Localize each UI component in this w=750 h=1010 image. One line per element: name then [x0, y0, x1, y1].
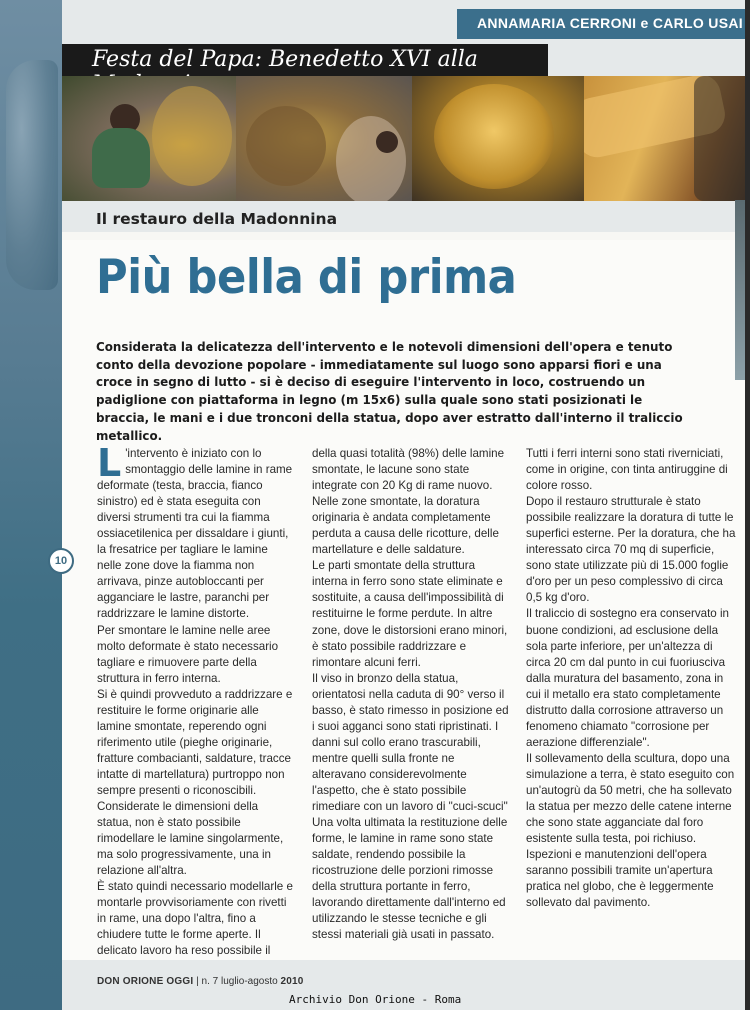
- page-footer: [62, 960, 745, 1010]
- paragraph: L 'intervento è iniziato con lo smontaggio delle lamine in rame deformate (testa, braccia, fianco sinistro) ed è stata eseguita con diversi strumenti tra cui la fiamma ossiacetilenica per dissaldare i giunti, la fresatrice per tagliare le lamine nelle zone dove la fiamma non arrivava, pinze autobloccanti per agganciare le lastre, paranchi per raddrizzare le lamine distorte.: [97, 441, 293, 621]
- paragraph: Per smontare le lamine nelle aree molto deformate è stato necessario tagliare e rimuovere parte della struttura in ferro interna.: [97, 623, 279, 685]
- issue-info: n. 7 luglio-agosto: [201, 976, 278, 987]
- magazine-name: DON ORIONE OGGI: [97, 976, 194, 987]
- photo-golden-face: [412, 76, 584, 201]
- authors-text: ANNAMARIA CERRONI e CARLO USAI: [477, 15, 743, 31]
- section-title-strip: [62, 44, 548, 78]
- body-column-3: [526, 446, 740, 911]
- archive-watermark: Archivio Don Orione - Roma: [289, 993, 462, 1006]
- paragraph: Il viso in bronzo della statua, orientatosi nella caduta di 90° verso il basso, è stato rimesso in posizione ed i suoi agganci sono stati ripristinati. I danni sul collo erano trascurabili, mentre quelli sulla fronte ne alteravano considerevolmente l'aspetto, che è stato possibile rimediare con un lavoro di "cuci-scuci": [312, 671, 509, 814]
- paragraph: Le parti smontate della struttura interna in ferro sono state eliminate e sostituite, a causa dell'impossibilità di restituirne le forme perdute. In altre zone, dove le distorsioni erano minori, è stato possibile raddrizzare e rimontare alcuni ferri.: [312, 559, 508, 669]
- photo-strip: [62, 76, 745, 201]
- drop-cap: L: [97, 441, 122, 485]
- body-column-1: [97, 441, 295, 976]
- paragraph: Dopo il restauro strutturale è stato possibile realizzare la doratura di tutte le superfici esterne. Per la doratura, che ha interessato circa 70 mq di superficie, sono state utilizzate più di 15.000 foglie d'oro per un peso complessivo di circa 0,5 kg d'oro.: [526, 495, 736, 605]
- paragraph: Tutti i ferri interni sono stati riverniciati, come in origine, con tinta antiruggine di colore rosso.: [526, 447, 728, 493]
- paragraph: Considerate le dimensioni della statua, non è stato possibile rimodellare le lamine singolarmente, ma solo progressivamente, una in relazione all'altra.: [97, 800, 284, 878]
- section-title: Festa del Papa: Benedetto XVI alla: [92, 47, 478, 72]
- article-headline: Più bella di prima: [96, 250, 517, 305]
- photo-restorer-at-work: [62, 76, 236, 201]
- page-edge: [745, 0, 750, 1010]
- authors-banner: [457, 9, 745, 39]
- photo-copper-sheets: [236, 76, 412, 201]
- footer-issue-line: DON ORIONE OGGI | n. 7 luglio-agosto 2010: [97, 976, 304, 987]
- body-column-2: [312, 446, 511, 943]
- photo-statue-body: [584, 76, 745, 201]
- left-margin-band: [0, 0, 62, 1010]
- paragraph: Nelle zone smontate, la doratura originaria è andata completamente perduta a causa delle ricotture, delle martellature e delle saldature.: [312, 495, 499, 557]
- paragraph: Una volta ultimata la restituzione delle forme, le lamine in rame sono state saldate, rendendo possibile la ricostruzione delle porzioni rimosse della struttura portante in ferro, lavorando direttamente dall'interno ed utilizzando le stesse tecniche e gli stessi materiali già usati in passato.: [312, 816, 508, 942]
- article-body: [97, 441, 740, 958]
- issue-year: 2010: [280, 976, 304, 987]
- paragraph: Il traliccio di sostegno era conservato in buone condizioni, ad esclusione della sola parte inferiore, per un'altezza di circa 20 cm dal punto in cui fuoriusciva dalla muratura del basamento, zona in cui il metallo era stato completamente distrutto dalla corrosione attraverso un fenomeno chiamato "corrosione per aerazione differenziale".: [526, 607, 729, 749]
- article-lead: Considerata la delicatezza dell'intervento e le notevoli dimensioni dell'opera e tenuto conto della devozione popolare - immediatamente sul luogo sono apparsi fiori e una croce in segno di lutto - si è deciso di eseguire l'intervento in loco, costruendo un padiglione con piattaforma in legno (m 15x6) sulla quale sono stati posizionati le braccia, le mani e i due tronconi della statua, dopo aver estratto dall'interno il traliccio metallico.: [96, 340, 683, 444]
- page-number: 10: [48, 548, 74, 574]
- paragraph: Il sollevamento della scultura, dopo una simulazione a terra, è stato eseguito con un'autogrù da 50 metri, che ha sollevato la statua per mezzo delle catene interne che sono state agganciate dal foro esistente sulla testa, poi richiuso.: [526, 751, 735, 846]
- article-subheading: Il restauro della Madonnina: [96, 210, 338, 228]
- paragraph: È stato quindi necessario modellarle e montarle provvisoriamente con rivetti in rame, una dopo l'altra, fino a chiudere tutte le forme aperte. Il delicato lavoro ha reso possibile il: [97, 880, 293, 958]
- paragraph: della quasi totalità (98%) delle lamine smontate, le lacune sono state integrate con 20 Kg di rame nuovo.: [312, 447, 505, 493]
- magazine-page: [62, 0, 745, 1010]
- paragraph: Ispezioni e manutenzioni dell'opera saranno possibili tramite un'apertura pratica nel globo, che è leggermente sollevato dal pavimento.: [526, 848, 714, 910]
- paragraph: Si è quindi provveduto a raddrizzare e restituire le forme originarie alle lamine smontate, reperendo ogni riferimento utile (pieghe originarie, fratture combacianti, saldature, tracce intatte di martellatura) purtroppo non sempre presenti o riconoscibili.: [97, 687, 293, 797]
- statue-photo-edge: [6, 60, 58, 290]
